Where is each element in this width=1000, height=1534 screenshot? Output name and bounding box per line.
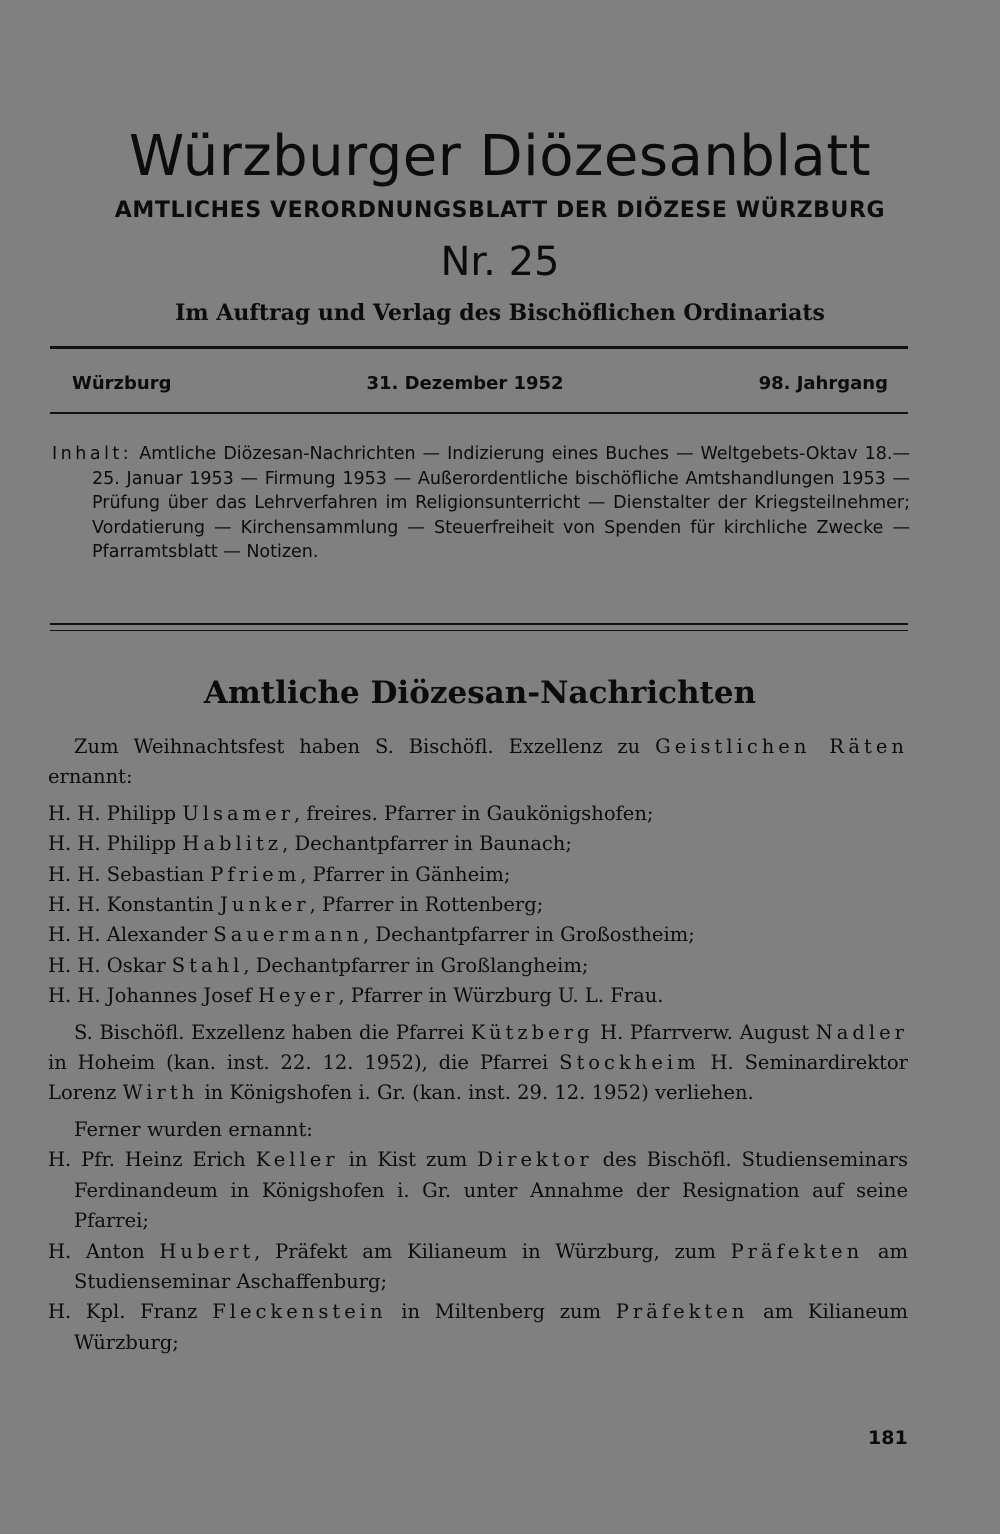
appointee-name: Nadler xyxy=(815,1020,908,1044)
intro-text-end: ernannt: xyxy=(48,765,133,789)
appointee-mid: in Kist zum xyxy=(338,1148,478,1172)
appointee-name: Hubert xyxy=(159,1239,255,1263)
list-item xyxy=(48,1297,908,1358)
list-item xyxy=(48,860,908,890)
appointee-prefix: H. H. Philipp xyxy=(48,832,183,856)
appointee-role: Direktor xyxy=(477,1148,593,1172)
contents-label: Inhalt: xyxy=(52,444,133,464)
appointee-prefix: H. Kpl. Franz xyxy=(48,1300,213,1324)
appointee-name: Wirth xyxy=(122,1081,199,1105)
appointee-name: Sauermann xyxy=(213,923,364,947)
appointee-prefix: H. H. Philipp xyxy=(48,801,183,825)
appointee-rest: , freires. Pfarrer in Gaukönigshofen; xyxy=(294,801,654,825)
dateline-volume: 98. Jahrgang xyxy=(758,373,888,394)
intro-emphasis: Geistlichen Räten xyxy=(655,735,908,758)
appointee-name: Junker xyxy=(220,893,310,917)
appointee-name: Stahl xyxy=(171,953,244,977)
appointee-mid: in Miltenberg zum xyxy=(386,1300,616,1324)
appointee-name: Fleckenstein xyxy=(212,1300,387,1324)
appointee-prefix: H. Anton xyxy=(48,1239,160,1263)
section-body xyxy=(48,732,908,1358)
appointee-rest: , Dechantpfarrer in Großlangheim; xyxy=(243,953,589,977)
parishes-text: H. Pfarrverw. August xyxy=(593,1020,816,1044)
further-label: Ferner wurden ernannt: xyxy=(74,1117,313,1141)
table-of-contents xyxy=(52,442,910,565)
appointee-role: Präfekten xyxy=(615,1300,749,1324)
appointee-mid: , Präfekt am Kilianeum in Würzburg, zum xyxy=(254,1239,731,1263)
parishes-text: H. Seminardirektor Lorenz xyxy=(48,1051,908,1105)
issue-number: Nr. 25 xyxy=(440,239,560,285)
appointee-name: Heyer xyxy=(257,984,339,1008)
appointee-prefix: H. H. Sebastian xyxy=(48,862,211,886)
appointee-rest: , Pfarrer in Gänheim; xyxy=(300,862,511,886)
appointee-rest: , Pfarrer in Rottenberg; xyxy=(309,893,544,917)
divider-bottom-thin xyxy=(50,630,908,631)
divider-top xyxy=(50,346,908,349)
dateline-place: Würzburg xyxy=(72,373,172,394)
dateline xyxy=(72,370,888,398)
appointee-rest: , Dechantpfarrer in Großostheim; xyxy=(363,923,695,947)
list-item xyxy=(48,981,908,1011)
list-item xyxy=(48,920,908,950)
parishes-text: in Königshofen i. Gr. (kan. inst. 29. 12. 1952) verliehen. xyxy=(198,1081,754,1105)
parishes-text: in Hoheim (kan. inst. 22. 12. 1952), die Pfarrei xyxy=(48,1051,560,1075)
list-item xyxy=(48,1237,908,1298)
appointee-rest: , Pfarrer in Würzburg U. L. Frau. xyxy=(338,984,664,1008)
appointee-rest: des Bischöfl. Studienseminars Ferdinandeum in Königshofen i. Gr. unter Annahme der Resignation auf seine Pfarrei; xyxy=(74,1148,908,1233)
list-item xyxy=(48,951,908,981)
divider-bottom xyxy=(50,623,908,625)
list-item xyxy=(48,890,908,920)
appointee-name: Ulsamer xyxy=(182,801,295,825)
appointee-prefix: H. H. Oskar xyxy=(48,953,172,977)
parish-name: Stockheim xyxy=(559,1051,700,1075)
masthead-subtitle: AMTLICHES VERORDNUNGSBLATT DER DIÖZESE WÜRZBURG xyxy=(114,198,886,223)
contents-text: Amtliche Diözesan-Nachrichten — Indizierung eines Buches — Weltgebets-Oktav 18.—25. Januar 1953 — Firmung 1953 — Außerordentliche bischöfliche Amtshandlungen 1953 — Prüfung über das Lehrverfahren im Religionsunterricht — Dienstalter der Kriegsteilnehmer; Vordatierung — Kirchensammlung — Steuerfreiheit von Spenden für kirchliche Zwecke — Pfarramtsblatt — Notizen. xyxy=(92,444,910,563)
appointee-prefix: H. H. Konstantin xyxy=(48,893,221,917)
appointee-prefix: H. H. Johannes Josef xyxy=(48,984,258,1008)
appointee-rest: am Studienseminar Aschaffenburg; xyxy=(74,1239,908,1293)
list-item xyxy=(48,1145,908,1236)
section-heading: Amtliche Diözesan-Nachrichten xyxy=(203,675,757,711)
appointee-rest: am Kilianeum Würzburg; xyxy=(74,1300,908,1354)
appointee-role: Präfekten xyxy=(730,1239,864,1263)
list-item xyxy=(48,799,908,829)
appointee-name: Pfriem xyxy=(210,862,301,886)
publisher-line: Im Auftrag und Verlag des Bischöflichen Ordinariats xyxy=(175,300,825,326)
appointee-prefix: H. Pfr. Heinz Erich xyxy=(48,1148,256,1172)
parish-name: Kützberg xyxy=(470,1020,594,1044)
intro-paragraph xyxy=(48,732,908,793)
parishes-paragraph xyxy=(48,1018,908,1109)
dateline-date: 31. Dezember 1952 xyxy=(366,373,564,394)
list-item xyxy=(48,829,908,859)
divider-middle xyxy=(50,412,908,414)
appointee-name: Keller xyxy=(255,1148,339,1172)
page-number: 181 xyxy=(868,1427,908,1449)
parishes-text: S. Bischöfl. Exzellenz haben die Pfarrei xyxy=(74,1020,471,1044)
appointee-name: Hablitz xyxy=(182,832,283,856)
masthead-title: Würzburger Diözesanblatt xyxy=(128,124,872,189)
intro-text: Zum Weihnachtsfest haben S. Bischöfl. Exzellenz zu xyxy=(74,735,656,758)
appointee-rest: , Dechantpfarrer in Baunach; xyxy=(282,832,572,856)
appointee-prefix: H. H. Alexander xyxy=(48,923,214,947)
